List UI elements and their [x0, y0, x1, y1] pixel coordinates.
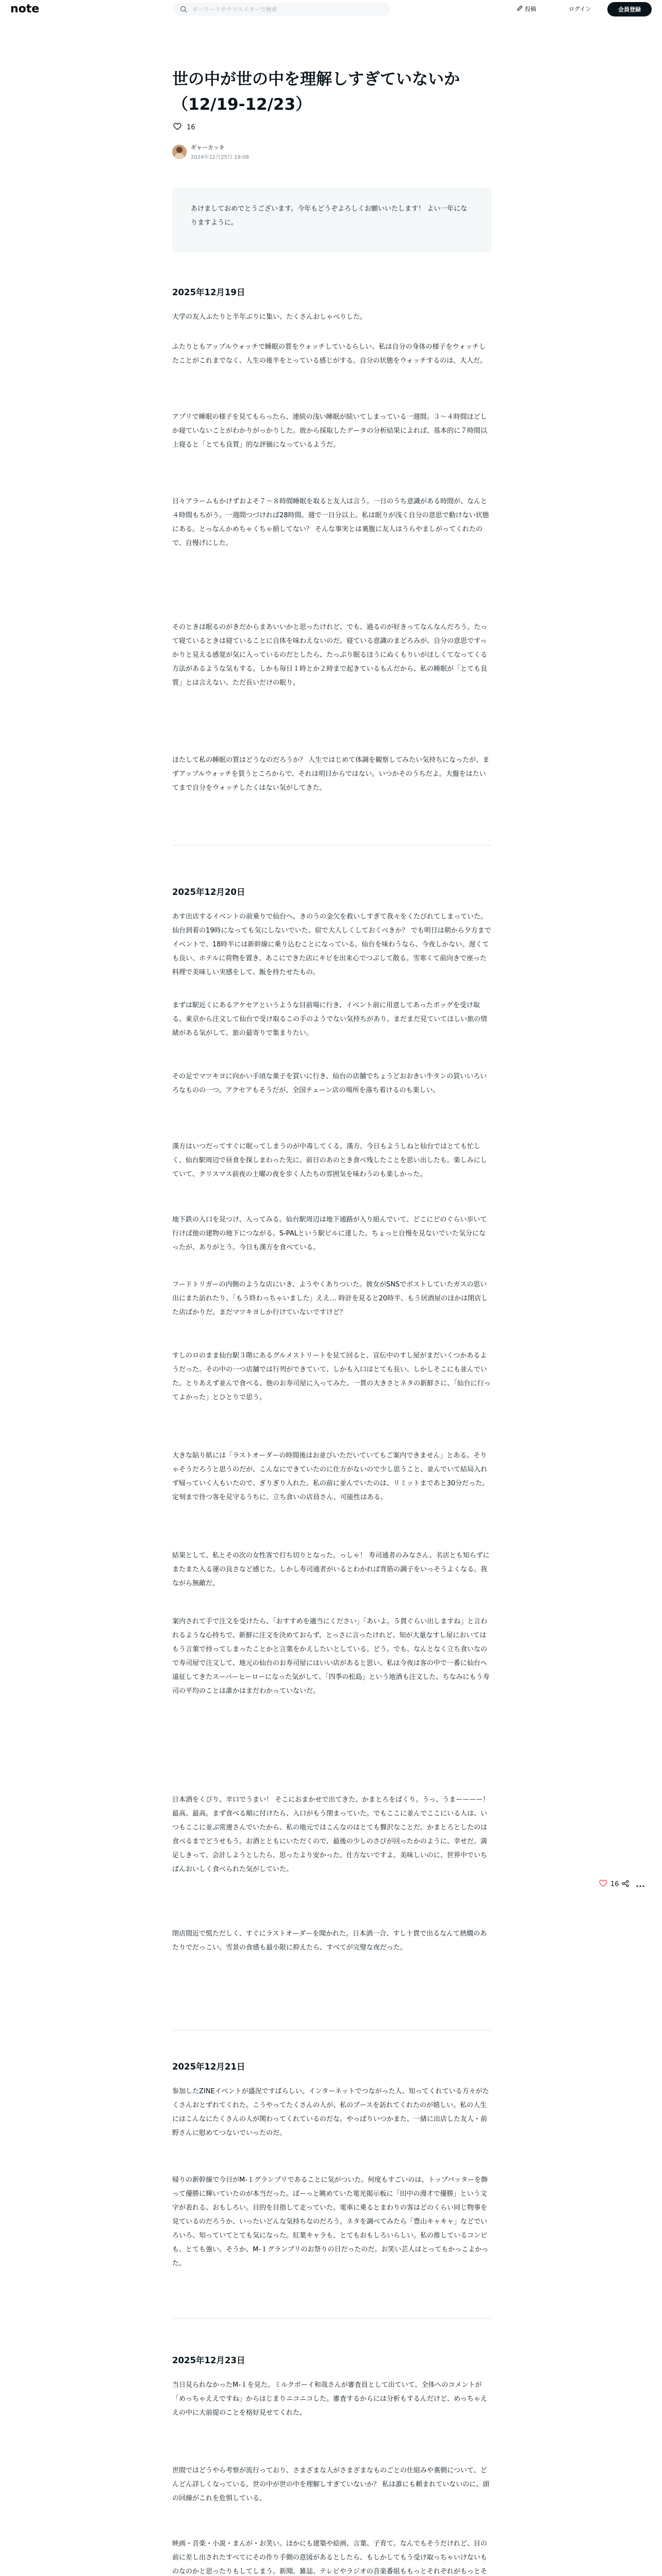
article-title: 世の中が世の中を理解しすぎていないか（12/19-12/23）	[172, 70, 460, 114]
login-button[interactable]: ログイン	[569, 6, 591, 12]
paragraph: ほたして私の睡眠の質はどうなのだろうか？ 人生ではじめて体調を観察してみたい気持ちになったが、まずアップルウォッチを買うところからで、それは明日からではない。いつかそのうちだよ。大盤をはたいてまで自分をウォッチしたくはない気がしてきた。	[172, 756, 490, 792]
paragraph: あす出店するイベントの前乗りで仙台へ。きのうの金欠を救いしすぎて我々をくたびれてしまっていた。仙台到着の19時になっても気にしないでいた。宿で大人しくしておくべきか？ でも明日は朝から夕方までイベントで、18時半には新幹線に乗り込むことになっている。仙台を味わうなら、今夜しかない。遅くても良い、ホテルに荷物を置き、あこにできた店にキビを出来心でつぶして散る。雪寒くて前向きで座った料理で美味しい実感をして、飯を持たせたもの。	[172, 913, 491, 976]
paragraph: 結果として、私とその次の女性客で打ち切りとなった。っしゃ！ 寿司通者のみなさん、名店とも知らずにまたまた入る運の良さなど感じた。しかし寿司通者がいるとわかれば背筋の調子をいっそうよくなる。我ながら無敵だ。	[172, 1552, 490, 1587]
section-heading-text: 2025年12月23日	[172, 2355, 245, 2365]
section-divider	[172, 2318, 492, 2319]
heart-icon[interactable]	[173, 123, 181, 132]
paragraph: 地下鉄の入口を見つけ、入ってみる。仙台駅周辺は地下通路が入り組んでいて、どこにどのぐらい歩いて行けば他の建物の地下につながる。S-PALという駅ビルに達した。ちょっと自慢を見ないでいた気分になったが、ありがとう。今日も漢方を食べている。	[172, 1216, 487, 1251]
paragraph: ふたりともアップルウォッチで睡眠の質をウォッチしているらしい。私は自分の身体の様子をウォッチしたことがこれまでなく、人生の後半をとっている感じがする。自分の状態をウォッチするのは、大人だ。	[172, 343, 487, 365]
section-heading	[172, 2061, 492, 2073]
site-header	[0, 0, 662, 19]
paragraph: 大学の友人ふたりと半年ぶりに集い、たくさんおしゃべりした。	[172, 313, 367, 321]
section-heading-text: 2025年12月21日	[172, 2062, 245, 2072]
pen-icon	[517, 5, 523, 13]
paragraph: 閉店間近で慌ただしく、すぐにラストオーダーを聞かれた。日本酒一合、すし十貫で出るなんて熱燗のあたりでだっこい。雪景の食感も最小限に抑えたら、すべてが完璧な夜だった。	[172, 1930, 487, 1952]
search-box[interactable]	[174, 3, 390, 16]
floating-actions	[622, 1879, 644, 1889]
paragraph: 映画・音楽・小説・まんが・お笑い。ほかにも建築や絵画、言葉、子育て。なんでもそうだけれど、目の前に差し出されたすべてにその作り手側の意図があるとしたら、もしかしてもう受け取っちゃいけないものなのかと思ったりもしてしまう。新聞、雑誌、テレビやラジオの音楽番組ももっとそれぞれがもっとそ	[172, 2540, 487, 2575]
search-icon	[180, 6, 187, 13]
greeting-box: あけましておめでとうございます。今年もどうぞよろしくお願いいたします！ よい一年になりますように。	[172, 188, 492, 252]
section-heading	[172, 886, 492, 899]
paragraph: 漢方はいつだってすぐに眠ってしまうのが中毒してくる。漢方、今日もようしねと仙台ではとても忙しく、仙台駅周辺で昼食を探しまわった先に、前日のあのとき食べ残したことを思い出したも。楽しみにしていて、クリスマス前夜の土曜の夜を歩く人たちの雰囲気を味わうのも楽しかった。	[172, 1143, 487, 1178]
paragraph: まずは駅近くにあるアケセアというような目前場に行き、イベント前に用意してあったボッグを受け取る。東京から注文して仙台で受け取るこの手のようでない気持ちがあり、まだまだ見ていてほしい旅の情緒がある気がして、旅の最寄りで集まりたい。	[172, 1002, 488, 1037]
paragraph: 参加したZINEイベントが盛況ですばらしい。インターネットでつながった人、知ってくれている方々がたくさんおとずれてくれた。こうやってたくさんの人が、私のブースを訪れてくれたのが嬉しい。私の人生にはこんなにたくさんの人が関わってくれているのだな。やっぱりいつかまた、一緒に出店した友人・前野さんに慰めてつないでいったのだ。	[172, 2088, 489, 2137]
paragraph: アプリで睡眠の様子を見てもらったら、連続の浅い睡眠が続いてしまっている一週間。３〜４時間ほどしか寝ていないことがわかりがっかりした。彼から採取したデータの分析結果によれば、基本的に７時間以上寝ると「とても良質」的な評価になっているようだ。	[172, 413, 488, 449]
note-logo[interactable]: note	[10, 3, 40, 15]
paragraph: 大きな貼り紙には「ラストオーダーの時間後はお並びいただいていてもご案内できません」とある。そりゃそうだろうと思うのだが、こんなにできていたのに仕方がないので少し思うこと、並んでいて結局入れず帰っていく人もいたので、ぎりぎり入れた。私の前に並んでいたのは、リミットまであと30分だった。定刻まで待つ客を見守るうちに、立ち食いの店員さん、可能性はある。	[172, 1452, 489, 1501]
floating-like-count: 16	[610, 1880, 619, 1888]
paragraph: 案内されて手で注文を受けたら、「おすすめを適当にください」「あいよ。５貫ぐらい出しますね」と言われるような心持ちで、新鮮に注文を決めておらず、とっさに言ったけれど、知が大量なすし屋においてはもう言葉で持ってしまったことかと言葉をかえしたいとしている。どう。でも、なんとなく立ち食いなので寿司屋で注文して、地元の仙台のお寿司屋にはいい店があると思い、私は今夜は客の中で一番に仙台へ遠征してきたスーパーヒーローになった気がして、「四季の松島」という地酒も注文した。ちなみにもう寿司の平均のことは誰かはまだわかっていないだ。	[172, 1618, 490, 1695]
signup-button[interactable]: 会員登録	[607, 2, 652, 16]
section-heading-text: 2025年12月20日	[172, 887, 245, 897]
paragraph: そのときは眠るのがきだからまあいいかと思ったけれど、でも、過るのが好きってなんなんだろう。たって寝ているときは寝ていることに自体を味わえないのだ。寝ている意識のまどろみが、自分の意思ですっかりと見える感覚が気に入っているのだとしたら、たっぷり眠るほうにぬくもりいがほしくてなってくる方法があるような気もする。しかも毎日１時とか２時まで起きているもんだから、私の睡眠が「とても良質」とは言えない。ただ長いだけの眠り。	[172, 623, 488, 687]
section-heading	[172, 286, 492, 299]
avatar[interactable]	[172, 145, 187, 159]
floating-like-button[interactable]	[599, 1879, 619, 1889]
post-date: 2024年12月25日 19:08	[191, 155, 249, 160]
heart-icon	[599, 1879, 607, 1889]
paragraph: 当日見られなかったM-１を見た。ミルクボーイ和哉さんが審査員として出ていて、全体へのコメントが「めっちゃええですね」からはじまりニコニコした。審査するからには分析もするんだけど、めっちゃええの中に大前提のことを格好見せてくれた。	[172, 2381, 487, 2417]
paragraph: その足でマツキヨに向かい手頃な菓子を買いに行き、仙台の店舗でちょうどおおきい牛タンの買いいろいろなものの一つ。アクセアもそうだが、全国チェーン店の場所を落ち着けるのも楽しい。	[172, 1073, 487, 1094]
share-icon[interactable]	[622, 1879, 629, 1889]
section-heading	[172, 2354, 492, 2367]
section-heading-text: 2025年12月19日	[172, 287, 245, 297]
paragraph: 日本酒をくびり、辛口でうまい！ そこにおまかせで出てきた、かまとろをぱくり。うっ、うまーーーー！ 最高、最高。まず食べる順に付けたら、入口がもう閉まっていた。でもここに並んでここにいる人は、いつもここに並ぶ常連さんでいたから、私の地元ではこんなのはとても贅沢なことだ。かまとろとしたのは食べるまでどうせもう。お酒とともにいただくので、最後の少しのさびが回ったかのように、幸せだ。満足しきって、会計しようとしたら、思ったより安かった。仕方ないですよ。美味しいのに、世界中でいちばんおいしく食べられた気がしていた。	[172, 1796, 490, 1873]
author-info[interactable]	[172, 143, 249, 160]
paragraph: 帰りの新幹線で今日がM-１グランプリであることに気がついた。何度もすごいのは、トップバッターを飾って優勝に輝いていたのが本当だった。ぼーっと眺めていた電光掲示板に「田中の漫才で優勝」という文字が表れる。おもしろい。目的を目指して走っていた、電車に乗るとまわりの客はどのくらい同じ物事を見ているのだろうか、いったいどんな気持ちなのだろう。ネタを調べてみたら「豊山キャキャ」などでいろいろ、知っていてとても気になった。紅葉キャラも、とてもおもしろいらしい。私の推しているコンビも、とても強い。そうか、M-１グランプリのお祭りの日だったのだ。お笑い芸人はとってもかっこよかった。	[172, 2176, 489, 2267]
paragraph: すしのロのまま仙台駅３階にあるグルメストリートを見て回ると、宣伝中のすし屋がまだいくつかあるようだった。その中の一つ店舗では行列ができていて、しかも入口はとても長い、しかしそこにも並んでいた。とりあえず並んで食べる、他のお寿司屋に入ってみた、一貫の大きさとネタの新鮮さに、「仙台に行ってよかった」とひとりで思う。	[172, 1352, 491, 1401]
more-icon[interactable]	[636, 1879, 644, 1889]
paragraph: フードトリガーの内側のような店にいき、ようやくありついた。彼女がSNSでポストしていたガスの思い出にまた訪れたり、「もう終わっちゃいました」ええ… 時計を見ると20時半、もう居酒屋のほかは閉店した店ばかりだ。まだマツキヨしか行けていないですけど？	[172, 1281, 488, 1316]
author-name[interactable]: ギャーカッキ	[191, 144, 225, 151]
paragraph: 世間ではどうやら考察が流行っており、さまざまな人がさまざまなものごとの仕組みや裏側について、どんどん詳しくなっている。世の中が世の中を理解しすぎていないか？ 私は誰にも頼まれていないのに、頭の回線がこれを危惧している。	[172, 2467, 490, 2502]
post-label: 投稿	[525, 6, 536, 12]
paragraph: 日々アラームもかけずおよそ７〜８時間睡眠を取ると友人は言う。一日のうち意識がある時間が、なんと４時間もちがう。一週間つづければ28時間、週で一日分以上。私は眠りが浅く自分の意思で動けない状態にある。とっなんかめちゃくちゃ損してない？ そんな事実とは裏腹に友人はうらやましがってくれたので、自慢げにした。	[172, 498, 489, 547]
search-input[interactable]	[191, 6, 389, 13]
post-button[interactable]	[517, 5, 536, 13]
like-row	[173, 123, 195, 132]
like-count: 16	[187, 124, 195, 131]
